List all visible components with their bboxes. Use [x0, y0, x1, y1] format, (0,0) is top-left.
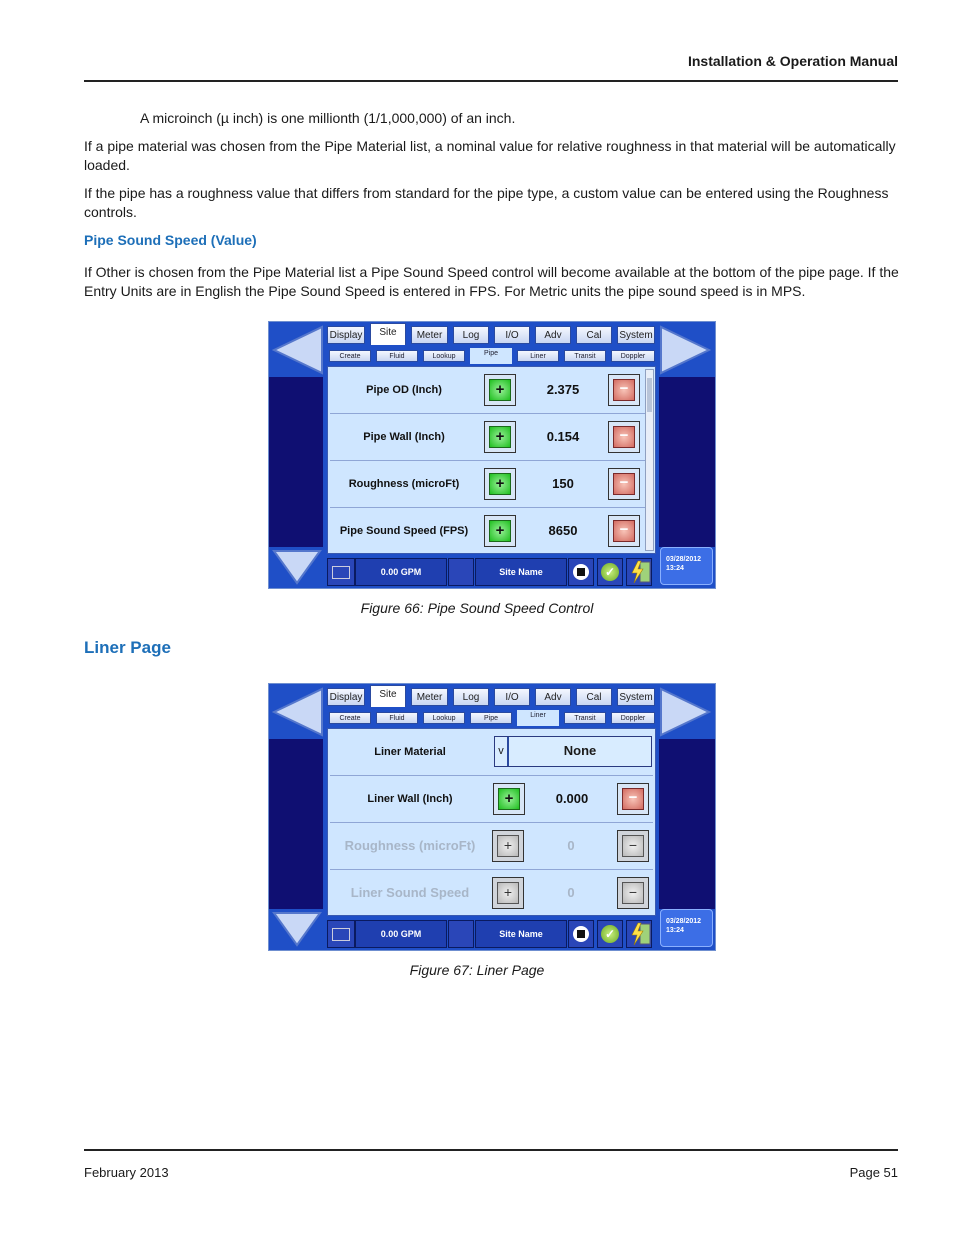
scrollbar[interactable]	[645, 369, 654, 551]
left-arrow-icon[interactable]	[272, 325, 324, 375]
minus-icon: −	[622, 882, 644, 904]
row-value: 150	[552, 476, 574, 491]
liner-settings-panel	[327, 728, 656, 916]
plus-icon: +	[489, 426, 511, 448]
right-side-bar	[659, 739, 715, 909]
row-label: Roughness (microFt)	[348, 478, 460, 490]
tab-log[interactable]: Log	[453, 688, 489, 706]
power-lightning-icon[interactable]	[626, 558, 652, 586]
tab-io[interactable]: I/O	[494, 688, 530, 706]
tab-cal[interactable]: Cal	[576, 688, 612, 706]
subtab-create[interactable]: Create	[329, 350, 371, 362]
decrement-button-disabled	[617, 830, 649, 862]
increment-button-disabled	[492, 877, 524, 909]
liner-page-screen	[268, 683, 716, 951]
row-value: 8650	[548, 523, 578, 538]
dropdown-value: None	[563, 743, 597, 758]
row-label: Liner Material	[374, 746, 446, 758]
subtab-lookup[interactable]: Lookup	[423, 712, 465, 724]
dropdown-marker: v	[495, 737, 509, 766]
plus-icon: +	[497, 882, 519, 904]
plus-icon: +	[498, 788, 520, 810]
minus-icon: −	[622, 835, 644, 857]
row-label: Liner Sound Speed	[350, 885, 470, 900]
row-label: Pipe OD (Inch)	[366, 384, 442, 396]
scrollbar-thumb[interactable]	[647, 378, 652, 412]
check-ok-icon[interactable]: ✓	[597, 558, 623, 586]
row-label: Pipe Sound Speed (FPS)	[339, 525, 469, 537]
pipe-settings-panel	[327, 366, 656, 554]
date-text: 03/28/2012	[666, 918, 702, 925]
check-ok-icon[interactable]: ✓	[597, 920, 623, 948]
date-time-display	[660, 547, 713, 585]
minus-icon: −	[613, 473, 635, 495]
roughness-row	[330, 461, 653, 508]
tab-adv[interactable]: Adv	[535, 326, 571, 344]
liner-material-dropdown[interactable]	[494, 736, 652, 767]
figure-66-caption: Figure 66: Pipe Sound Speed Control	[360, 600, 594, 616]
subheading-pipe-sound-speed: Pipe Sound Speed (Value)	[84, 232, 257, 248]
left-side-bar	[269, 377, 323, 547]
subtab-transit[interactable]: Transit	[564, 712, 606, 724]
flow-rate-display: 0.00 GPM	[355, 920, 447, 948]
tab-log[interactable]: Log	[453, 326, 489, 344]
minus-icon: −	[613, 379, 635, 401]
header-rule	[84, 80, 898, 82]
row-value: 2.375	[546, 382, 580, 397]
battery-status-icon	[327, 558, 355, 586]
increment-button[interactable]	[493, 783, 525, 815]
row-value: 0.154	[546, 429, 580, 444]
increment-button[interactable]	[484, 374, 516, 406]
pipe-sound-speed-row	[330, 508, 653, 554]
plus-icon: +	[489, 473, 511, 495]
decrement-button[interactable]	[617, 783, 649, 815]
tab-system[interactable]: System	[617, 326, 655, 344]
subtab-lookup[interactable]: Lookup	[423, 350, 465, 362]
plus-icon: +	[489, 520, 511, 542]
right-arrow-icon[interactable]	[659, 325, 711, 375]
decrement-button[interactable]	[608, 421, 640, 453]
tab-cal[interactable]: Cal	[576, 326, 612, 344]
paragraph-sound-speed: If Other is chosen from the Pipe Material list a Pipe Sound Speed control will become available at the bottom of the pipe page. If the Entry Units are in English the Pipe Sound Speed is entered in FPS. For Metric units the pipe sound speed is in MPS.	[84, 264, 899, 299]
battery-status-icon	[327, 920, 355, 948]
tab-system[interactable]: System	[617, 688, 655, 706]
tab-meter[interactable]: Meter	[411, 326, 448, 344]
liner-material-row	[330, 729, 653, 776]
paragraph-roughness: If the pipe has a roughness value that differs from standard for the pipe type, a custom value can be entered using the Roughness controls.	[84, 185, 889, 220]
decrement-button-disabled	[617, 877, 649, 909]
status-spacer	[448, 920, 474, 948]
subtab-pipe[interactable]: Pipe	[470, 348, 512, 364]
subtab-pipe[interactable]: Pipe	[470, 712, 512, 724]
subtab-fluid[interactable]: Fluid	[376, 350, 418, 362]
right-side-bar	[659, 377, 715, 547]
date-time-display	[660, 909, 713, 947]
tab-display[interactable]: Display	[327, 688, 365, 706]
tab-site[interactable]: Site	[370, 685, 406, 707]
liner-page-heading: Liner Page	[84, 638, 171, 657]
subtab-liner[interactable]: Liner	[517, 350, 559, 362]
footer-rule	[84, 1149, 898, 1151]
decrement-button[interactable]	[608, 468, 640, 500]
decrement-button[interactable]	[608, 515, 640, 547]
plus-icon: +	[489, 379, 511, 401]
tab-display[interactable]: Display	[327, 326, 365, 344]
increment-button[interactable]	[484, 421, 516, 453]
tab-meter[interactable]: Meter	[411, 688, 448, 706]
subtab-create[interactable]: Create	[329, 712, 371, 724]
plus-icon: +	[497, 835, 519, 857]
decrement-button[interactable]	[608, 374, 640, 406]
down-arrow-icon[interactable]	[271, 548, 323, 586]
status-spacer	[448, 558, 474, 586]
page-number: Page 51	[849, 1165, 898, 1180]
figure-67-caption: Figure 67: Liner Page	[409, 962, 545, 978]
increment-button-disabled	[492, 830, 524, 862]
paragraph-material: If a pipe material was chosen from the Pipe Material list, a nominal value for relative roughness in that material will be automatically loaded.	[84, 138, 896, 173]
right-arrow-icon[interactable]	[659, 687, 711, 737]
date-text: 03/28/2012	[666, 556, 702, 563]
minus-icon: −	[613, 426, 635, 448]
stop-button[interactable]	[568, 920, 594, 948]
time-text: 13:24	[666, 565, 684, 572]
liner-sound-speed-row	[330, 870, 653, 916]
tab-site[interactable]: Site	[370, 323, 406, 345]
row-label: Liner Wall (Inch)	[367, 793, 453, 805]
increment-button[interactable]	[484, 468, 516, 500]
subtab-fluid[interactable]: Fluid	[376, 712, 418, 724]
increment-button[interactable]	[484, 515, 516, 547]
pipe-od-row	[330, 367, 653, 414]
pipe-wall-row	[330, 414, 653, 461]
row-value: 0	[567, 885, 575, 900]
manual-title: Installation & Operation Manual	[687, 53, 898, 69]
flow-rate-display: 0.00 GPM	[355, 558, 447, 586]
minus-icon: −	[613, 520, 635, 542]
subtab-transit[interactable]: Transit	[564, 350, 606, 362]
site-name-display[interactable]: Site Name	[475, 920, 567, 948]
liner-roughness-row	[330, 823, 653, 870]
down-arrow-icon[interactable]	[271, 910, 323, 948]
subtab-liner[interactable]: Liner	[517, 710, 559, 726]
liner-wall-row	[330, 776, 653, 823]
subtab-doppler[interactable]: Doppler	[611, 350, 655, 362]
row-value: 0	[567, 838, 575, 853]
site-name-display[interactable]: Site Name	[475, 558, 567, 586]
pipe-page-screen	[268, 321, 716, 589]
power-lightning-icon[interactable]	[626, 920, 652, 948]
tab-io[interactable]: I/O	[494, 326, 530, 344]
time-text: 13:24	[666, 927, 684, 934]
row-label: Pipe Wall (Inch)	[363, 431, 445, 443]
subtab-doppler[interactable]: Doppler	[611, 712, 655, 724]
left-arrow-icon[interactable]	[272, 687, 324, 737]
row-label: Roughness (microFt)	[344, 838, 476, 853]
microinch-note: A microinch (µ inch) is one millionth (1/1,000,000) of an inch.	[140, 110, 516, 126]
stop-button[interactable]	[568, 558, 594, 586]
left-side-bar	[269, 739, 323, 909]
footer-date: February 2013	[84, 1165, 169, 1180]
tab-adv[interactable]: Adv	[535, 688, 571, 706]
row-value: 0.000	[555, 791, 589, 806]
minus-icon: −	[622, 788, 644, 810]
